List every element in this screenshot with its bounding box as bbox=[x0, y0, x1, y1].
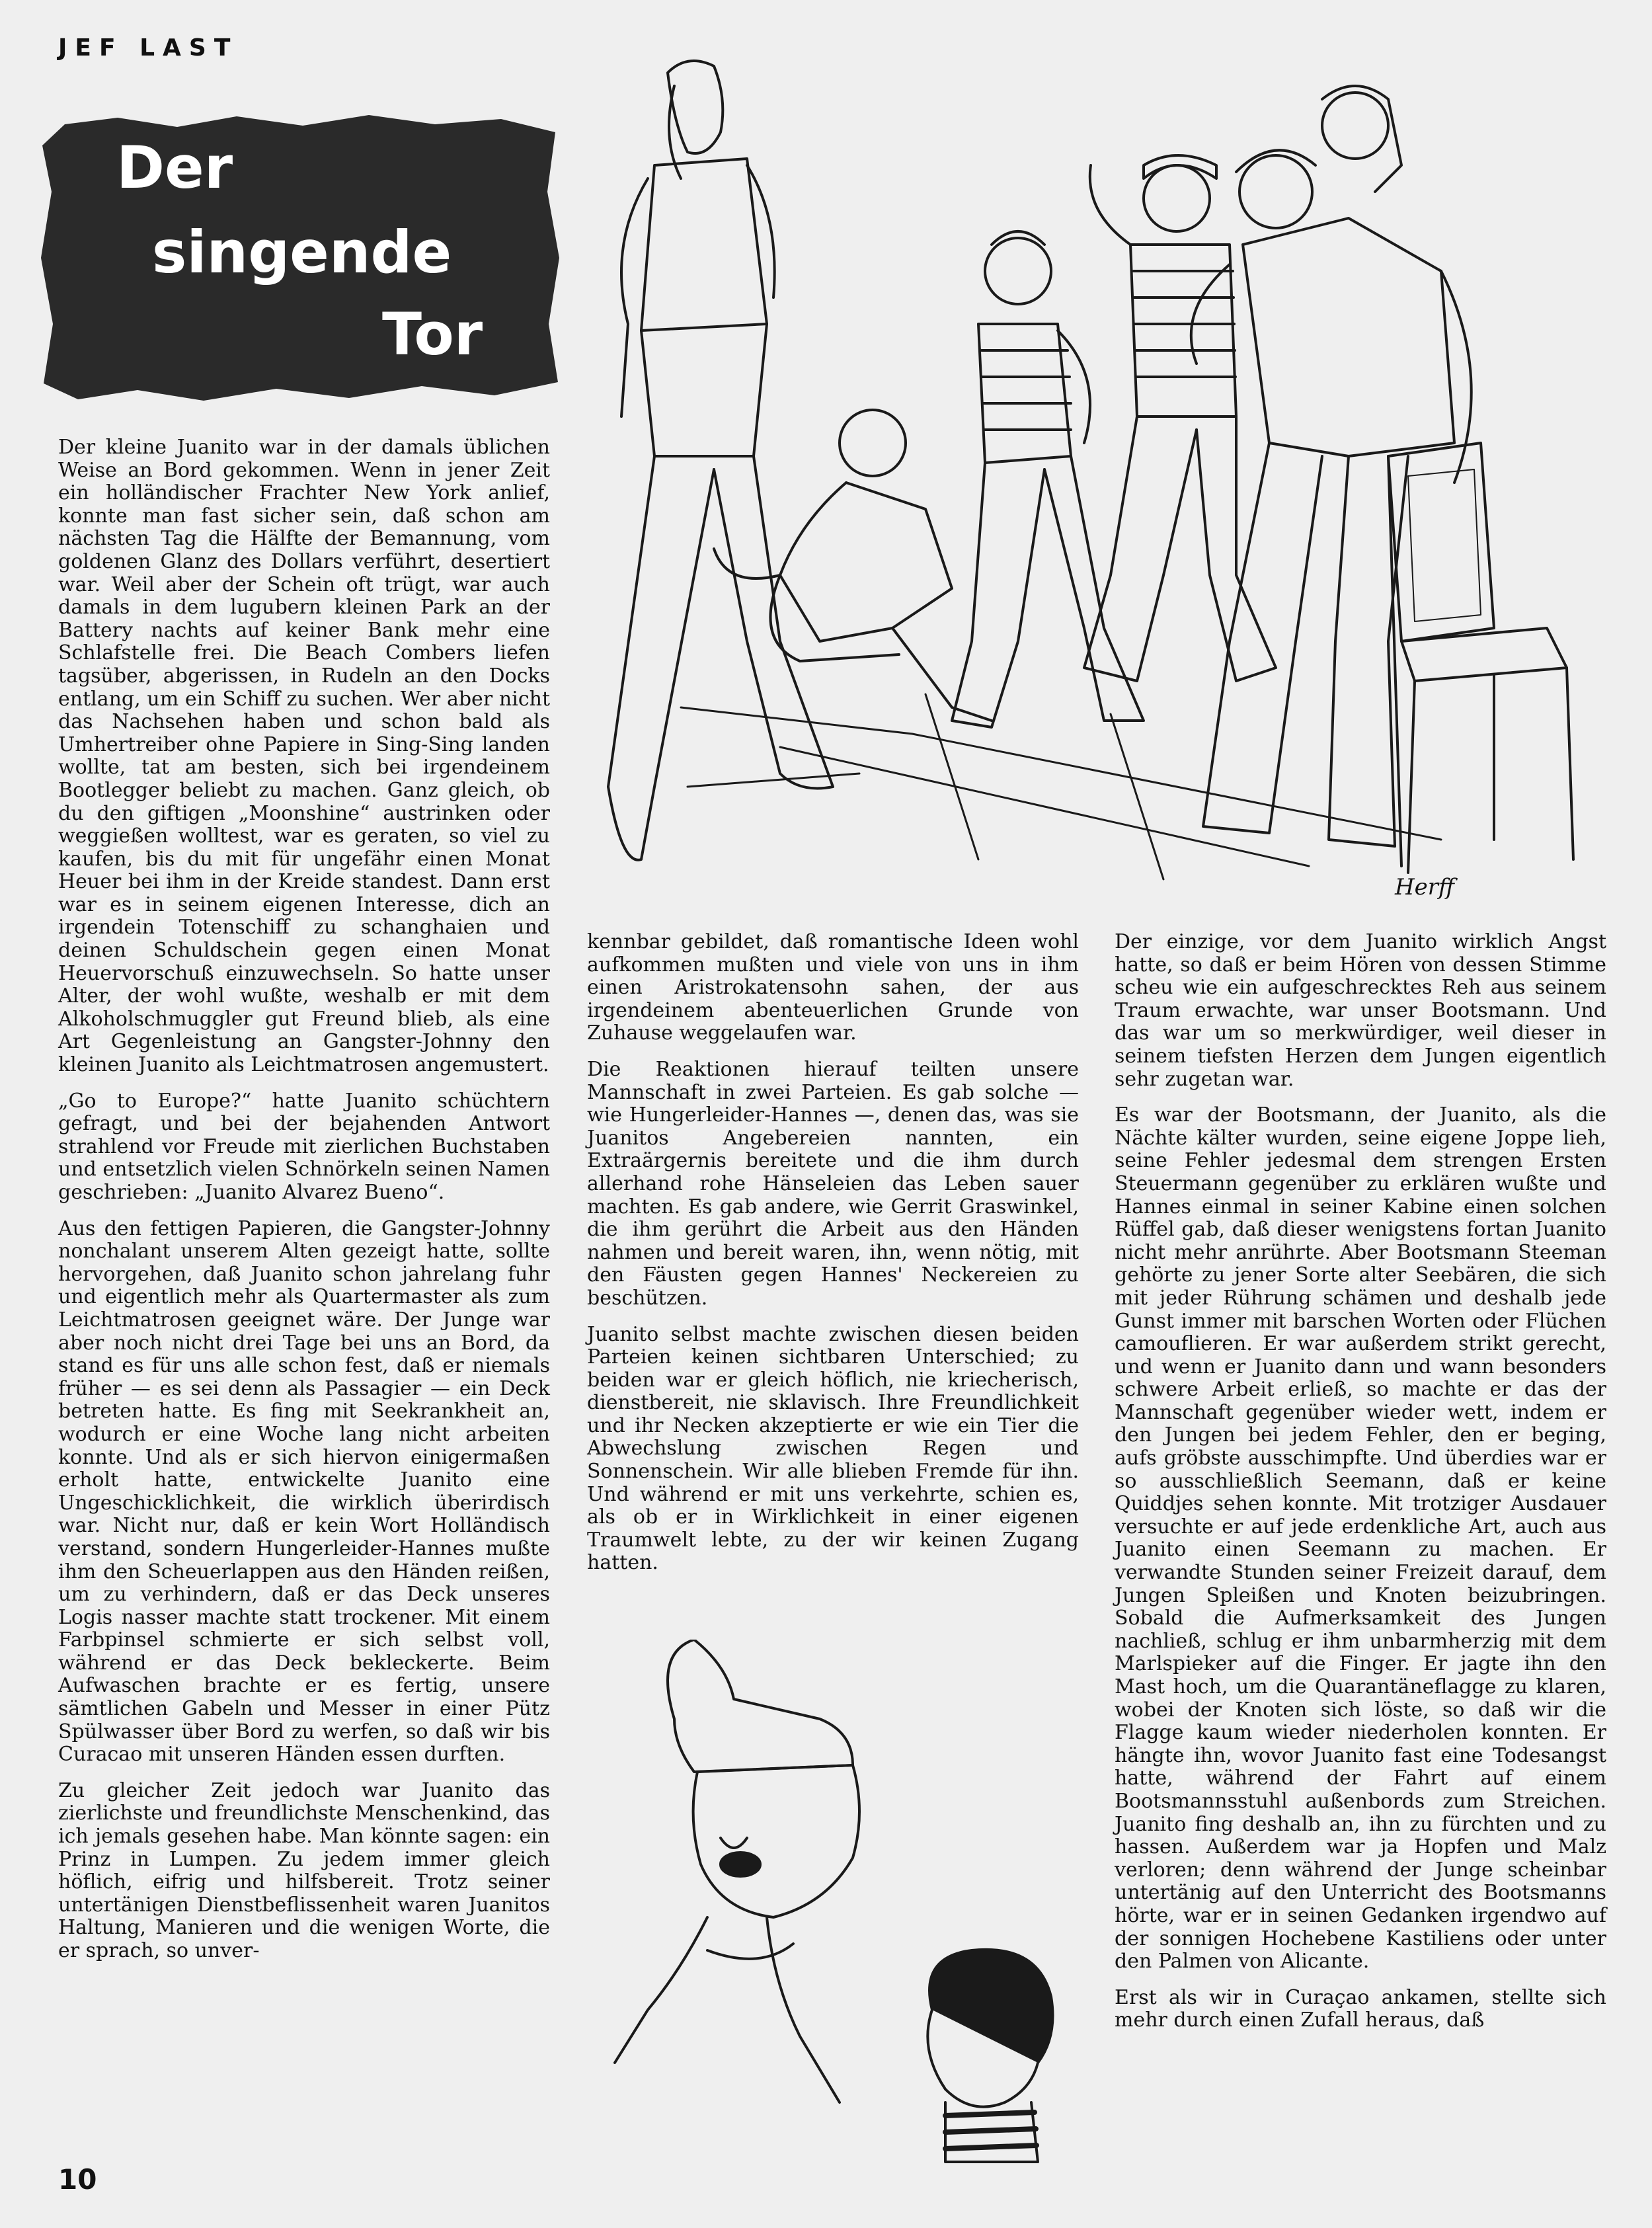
paragraph: Der einzige, vor dem Juanito wirklich Angst hatte, so daß er beim Hören von dessen Stimme scheu wie ein aufgeschrecktes Reh aus seinem Traum erwachte, war unser Bootsmann. Und das war um so merkwürdiger, weil dieser in seinem tiefsten Herzen dem Jungen eigentlich sehr zugetan war. bbox=[1115, 930, 1606, 1091]
author-name: JEF LAST bbox=[58, 34, 239, 61]
sailors-illustration bbox=[582, 46, 1613, 899]
page-number: 10 bbox=[58, 2163, 97, 2196]
article-column-1 bbox=[58, 436, 550, 1963]
paragraph: kennbar gebildet, daß romantische Ideen wohl aufkommen mußten und viele von uns in ihm einen Aristrokatensohn sahen, der aus irgendeinem abenteuerlichen Grunde von Zuhause weggelaufen war. bbox=[587, 930, 1079, 1045]
paragraph: Juanito selbst machte zwischen diesen beiden Parteien keinen sichtbaren Unterschied; zu beiden war er gleich höflich, nie kriecherisch, dienstbereit, nie sklavisch. Ihre Freundlichkeit und ihr Necken akzeptierte er wie ein Tier die Abwechslung zwischen Regen und Sonnenschein. Wir alle blieben Fremde für ihn. Und während er mit uns verkehrte, schien es, als ob er in Wirklichkeit in einer eigenen Traumwelt lebte, zu der wir keinen Zugang hatten. bbox=[587, 1322, 1079, 1575]
floor-lines bbox=[681, 694, 1441, 879]
paragraph: Der kleine Juanito war in der damals üblichen Weise an Bord gekommen. Wenn in jener Zeit ein holländischer Frachter New York anlief, konnte man fast sicher sein, daß schon am nächsten Tag die Hälfte der Bemannung, vom goldenen Glanz des Dollars verführt, desertiert war. Weil aber der Schein oft trügt, war auch damals in dem lugubern kleinen Park an der Battery nachts auf keiner Bank mehr eine Schlafstelle frei. Die Beach Combers liefen tagsüber, abgerissen, in Rudeln an den Docks entlang, um ein Schiff zu suchen. Wer aber nicht das Nachsehen haben und schon bald als Umhertreiber ohne Papiere in Sing-Sing landen wollte, tat am besten, sich bei irgendeinem Bootlegger beliebt zu machen. Ganz gleich, ob du den giftigen „Moonshine“ austrinken oder weggießen wolltest, war es geraten, so viel zu kaufen, bis du mit für ungefähr einen Monat Heuer bei ihm in der Kreide standest. Dann erst war es in seinem eigenen Interesse, dich an irgendein Totenschiff zu schanghaien und deinen Schuldschein gegen einen Monat Heuervorschuß einzuwechseln. So hatte unser Alter, der wohl wußte, weshalb er mit dem Alkoholschmuggler gut Freund blieb, als eine Art Gegenleistung an Gangster-Johnny den kleinen Juanito als Leichtmatrosen angemustert. bbox=[58, 436, 550, 1077]
title-block bbox=[38, 112, 561, 403]
paragraph: Es war der Bootsmann, der Juanito, als die Nächte kälter wurden, seine eigene Joppe lieh, seine Fehler jedesmal dem strengen Ersten Steuermann gegenüber zu erklären wußte und Hannes einmal in seiner Kabine einen solchen Rüffel gab, daß dieser wenigstens fortan Juanito nicht mehr anrührte. Aber Bootsmann Steeman gehörte zu jener Sorte alter Seebären, die sich mit jeder Rührung schämen und deshalb jede Gunst immer mit barschen Worten oder Flüchen camouflieren. Er war außerdem strikt gerecht, und wenn er Juanito dann und wann besonders schwere Arbeit erließ, so machte er das der Mannschaft gegenüber wieder wett, indem er den Jungen bei jedem Fehler, den er beging, aufs gröbste ausschimpfte. Und überdies war er so ausschließlich Seemann, daß er keine Quiddjes sehen konnte. Mit trotziger Ausdauer versuchte er auf jede erdenkliche Art, auch aus Juanito einen Seemann zu machen. Er verwandte Stunden seiner Freizeit darauf, dem Jungen Spleißen und Knoten beizubringen. Sobald die Aufmerksamkeit des Jungen nachließ, schlug er ihm unbarmherzig mit dem Marlspieker auf die Finger. Er jagte ihn den Mast hoch, um die Quarantäneflagge zu klaren, wobei der Knoten sich löste, so daß wir die Flagge kaum wieder niederholen konnten. Er hängte ihn, wovor Juanito fast eine Todesangst hatte, während der Fahrt auf einem Bootsmannsstuhl außenbords zum Streichen. Juanito fing deshalb an, ihn zu fürchten und zu hassen. Außerdem war ja Hopfen und Malz verloren; denn während der Junge scheinbar untertänig auf den Unterricht des Bootsmanns hörte, war er in seinen Gedanken irgendwo auf der sonnigen Hochebene Kastiliens oder unter den Palmen von Alicante. bbox=[1115, 1103, 1606, 1973]
paragraph: „Go to Europe?“ hatte Juanito schüchtern gefragt, und bei der bejahenden Antwort strahlend vor Freude mit zierlichen Buchstaben und entsetzlich vielen Schnörkeln seinen Namen geschrieben: „Juanito Alvarez Bueno“. bbox=[58, 1089, 550, 1204]
title-line-1: Der bbox=[116, 134, 233, 202]
paragraph: Aus den fettigen Papieren, die Gangster-Johnny nonchalant unserem Alten gezeigt hatte, sollte hervorgehen, daß Juanito schon jahrelang fuhr und eigentlich mehr als Quartermaster als zum Leichtmatrosen geeignet wäre. Der Junge war aber noch nicht drei Tage bei uns an Bord, da stand es für uns alle schon fest, daß er niemals früher — es sei denn als Passagier — ein Deck betreten hatte. Es fing mit Seekrankheit an, wodurch er eine Woche lang nicht arbeiten konnte. Und als er sich hiervon einigermaßen erholt hatte, entwickelte Juanito eine Ungeschicklichkeit, die wirklich überirdisch war. Nicht nur, daß er kein Wort Holländisch verstand, sondern Hungerleider-Hannes mußte ihm den Scheuerlappen aus den Händen reißen, um zu verhindern, daß er das Deck unseres Logis nasser machte statt trockener. Mit einem Farbpinsel schmierte er sich selbst voll, während er das Deck bekleckerte. Beim Aufwaschen brachte er es fertig, unsere sämtlichen Gabeln und Messer in einer Pütz Spülwasser über Bord zu werfen, so daß wir bis Curacao mit unseren Händen essen durften. bbox=[58, 1216, 550, 1767]
tall-sailor bbox=[608, 61, 833, 860]
bosun-and-boy-illustration bbox=[575, 1640, 1078, 2168]
sailor-with-cap bbox=[1084, 155, 1276, 681]
chair bbox=[1388, 443, 1573, 873]
paragraph: Die Reaktionen hierauf teilten unsere Mannschaft in zwei Parteien. Es gab solche — wie Hungerleider-Hannes —, denen das, was sie Juanitos Angebereien nannten, ein Extraärgernis bereitete und die ihm durch allerhand rohe Hänseleien das Leben sauer machten. Es gab andere, wie Gerrit Graswinkel, die ihm gerührt die Arbeit aus den Händen nahmen und bereit waren, ihn, wenn nötig, mit den Fäusten gegen Hannes' Neckereien zu beschützen. bbox=[587, 1057, 1079, 1310]
title-line-3: Tor bbox=[382, 300, 483, 368]
title-line-2: singende bbox=[152, 218, 452, 286]
laughing-sailors bbox=[1191, 86, 1472, 846]
boy-striped-shirt bbox=[952, 231, 1144, 727]
paragraph: Zu gleicher Zeit jedoch war Juanito das zierlichste und freundlichste Menschenkind, das ich jemals gesehen habe. Man könnte sagen: ein Prinz in Lumpen. Zu jedem immer gleich höflich, eifrig und hilfsbereit. Trotz seiner untertänigen Dienstbeflissenheit waren Juanitos Haltung, Manieren und die wenigen Worte, die er sprach, so unver- bbox=[58, 1778, 550, 1962]
article-column-2 bbox=[587, 931, 1079, 1575]
paragraph: Erst als wir in Curaçao ankamen, stellte sich mehr durch einen Zufall heraus, daß bbox=[1115, 1985, 1606, 2032]
boy-head bbox=[927, 1950, 1052, 2162]
bosun-head bbox=[615, 1640, 859, 2102]
artist-signature: Herff bbox=[1395, 874, 1455, 900]
article-column-3 bbox=[1115, 931, 1606, 2032]
